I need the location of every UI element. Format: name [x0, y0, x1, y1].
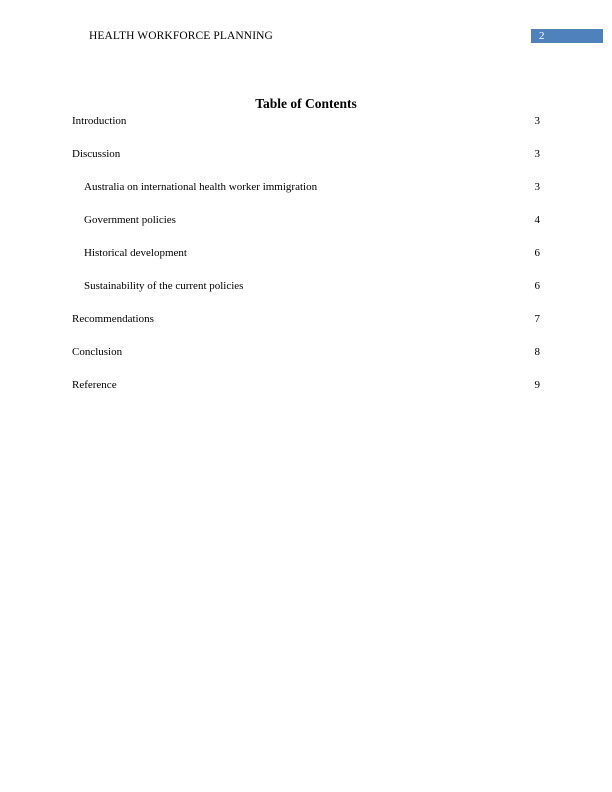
toc-entry-label: Reference: [72, 379, 117, 391]
toc-entry-recommendations[interactable]: [72, 312, 540, 326]
toc-heading: Table of Contents: [255, 96, 357, 111]
toc-entry-label: Recommendations: [72, 313, 154, 325]
toc-entry-page: 8: [534, 346, 540, 358]
toc-entry-label: Australia on international health worker immigration: [84, 181, 318, 193]
toc-entry-page: 7: [534, 313, 540, 325]
toc-entry-page: 4: [534, 214, 540, 226]
running-header-title: HEALTH WORKFORCE PLANNING: [89, 30, 273, 42]
toc-entry-government-policies[interactable]: [72, 213, 540, 227]
toc-entry-label: Discussion: [72, 148, 121, 160]
toc-entry-label: Historical development: [84, 247, 187, 259]
toc-entry-page: 3: [534, 148, 540, 160]
toc-entry-introduction[interactable]: [72, 114, 540, 128]
toc-entry-label: Conclusion: [72, 346, 123, 358]
toc-entry-page: 3: [534, 115, 540, 127]
toc-entry-sustainability[interactable]: [72, 279, 540, 293]
page-number-badge: 2: [531, 29, 603, 43]
toc-entry-conclusion[interactable]: [72, 345, 540, 359]
toc-entry-australia-immigration[interactable]: [72, 180, 540, 194]
toc-entry-discussion[interactable]: [72, 147, 540, 161]
toc-entry-label: Government policies: [84, 214, 176, 226]
toc-entry-page: 9: [534, 379, 540, 391]
toc-entry-reference[interactable]: [72, 378, 540, 392]
toc-entry-label: Introduction: [72, 115, 127, 127]
toc-entry-page: 3: [534, 181, 540, 193]
toc-entry-page: 6: [534, 280, 540, 292]
toc-entry-historical-development[interactable]: [72, 246, 540, 260]
toc-entry-label: Sustainability of the current policies: [84, 280, 244, 292]
toc-entry-page: 6: [534, 247, 540, 259]
